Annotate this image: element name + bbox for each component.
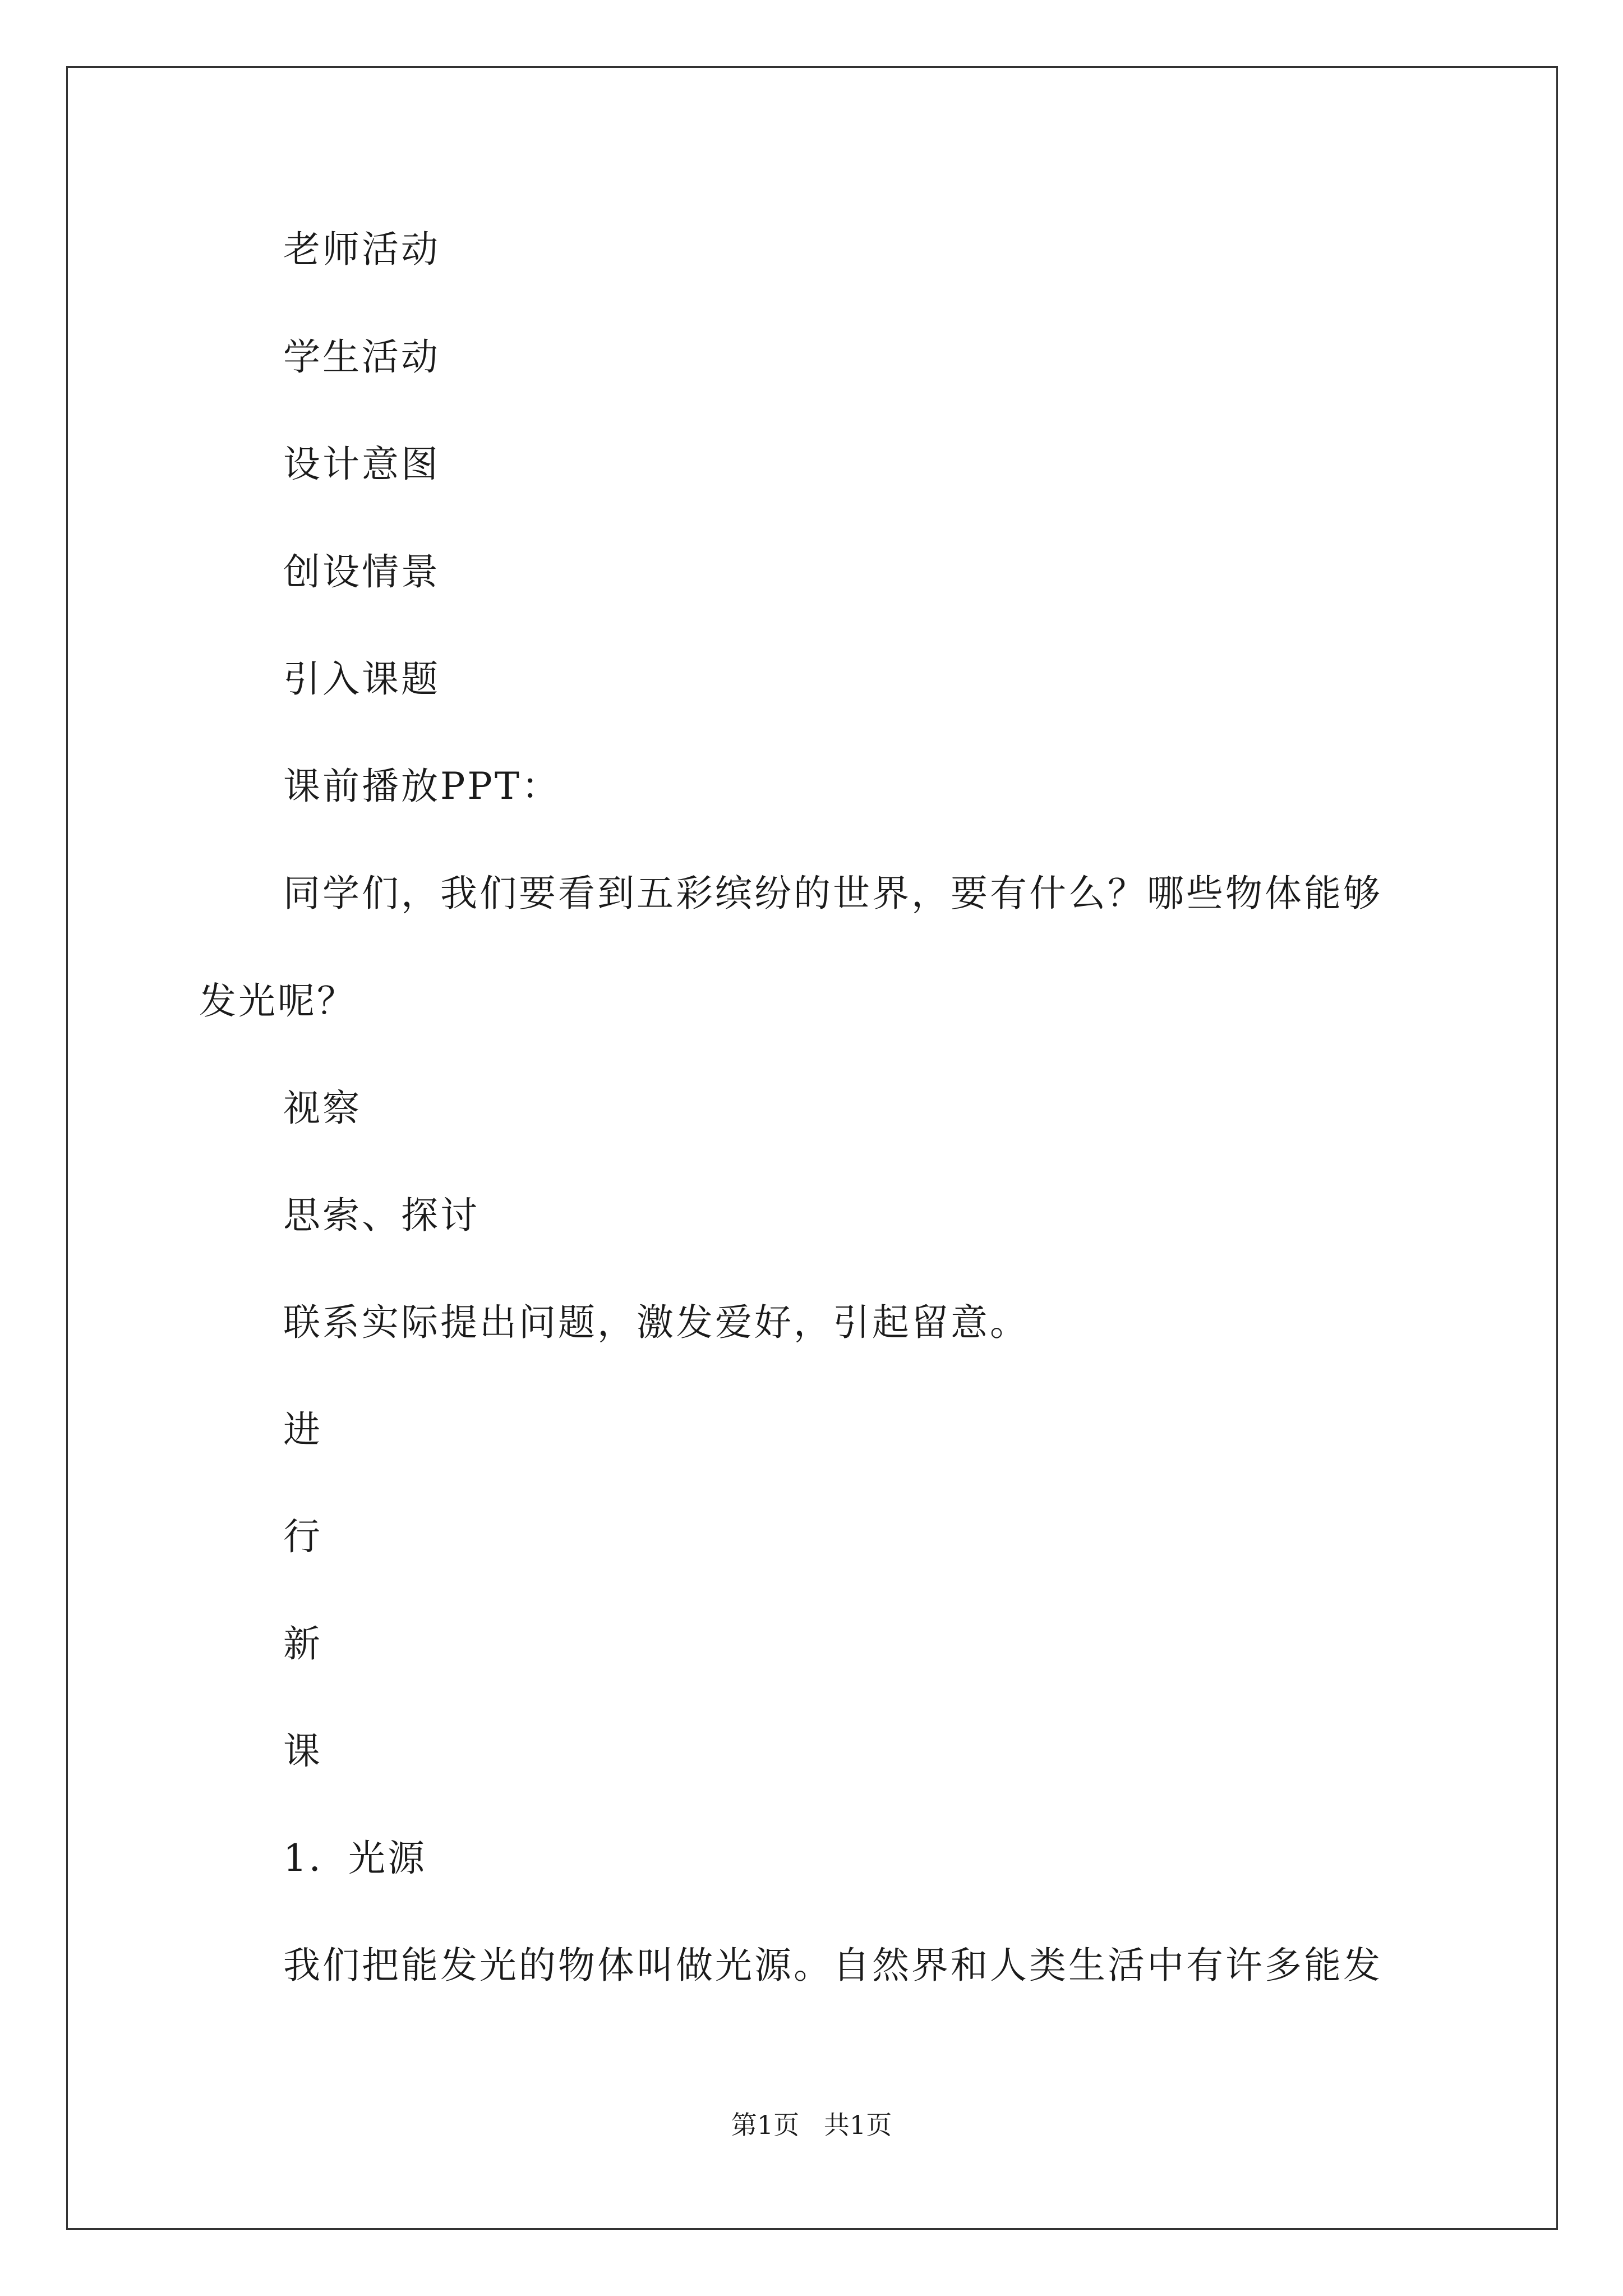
text-line: 同学们，我们要看到五彩缤纷的世界，要有什么？哪些物体能够 [283,872,1382,915]
text-line: 进 [283,1408,322,1451]
page-border [66,66,1558,2230]
text-line: 引入课题 [283,657,440,701]
section-heading: 1．光源 [283,1837,427,1880]
text-line: 课前播放PPT： [283,765,561,808]
text-line: 我们把能发光的物体叫做光源。自然界和人类生活中有许多能发 [283,1944,1382,1987]
text-line: 设计意图 [283,443,440,486]
page-footer: 第1页 共1页 [731,2110,892,2140]
text-line: 老师活动 [283,228,440,271]
text-line: 课 [283,1729,322,1773]
text-line: 新 [283,1622,322,1665]
text-line: 创设情景 [283,550,440,593]
text-line: 学生活动 [283,335,440,379]
text-line: 视察 [283,1087,362,1130]
text-line: 思索、探讨 [283,1194,479,1237]
text-line: 联系实际提出问题，激发爱好，引起留意。 [283,1301,1029,1344]
text-line: 发光呢？ [199,979,356,1023]
text-line: 行 [283,1515,322,1558]
